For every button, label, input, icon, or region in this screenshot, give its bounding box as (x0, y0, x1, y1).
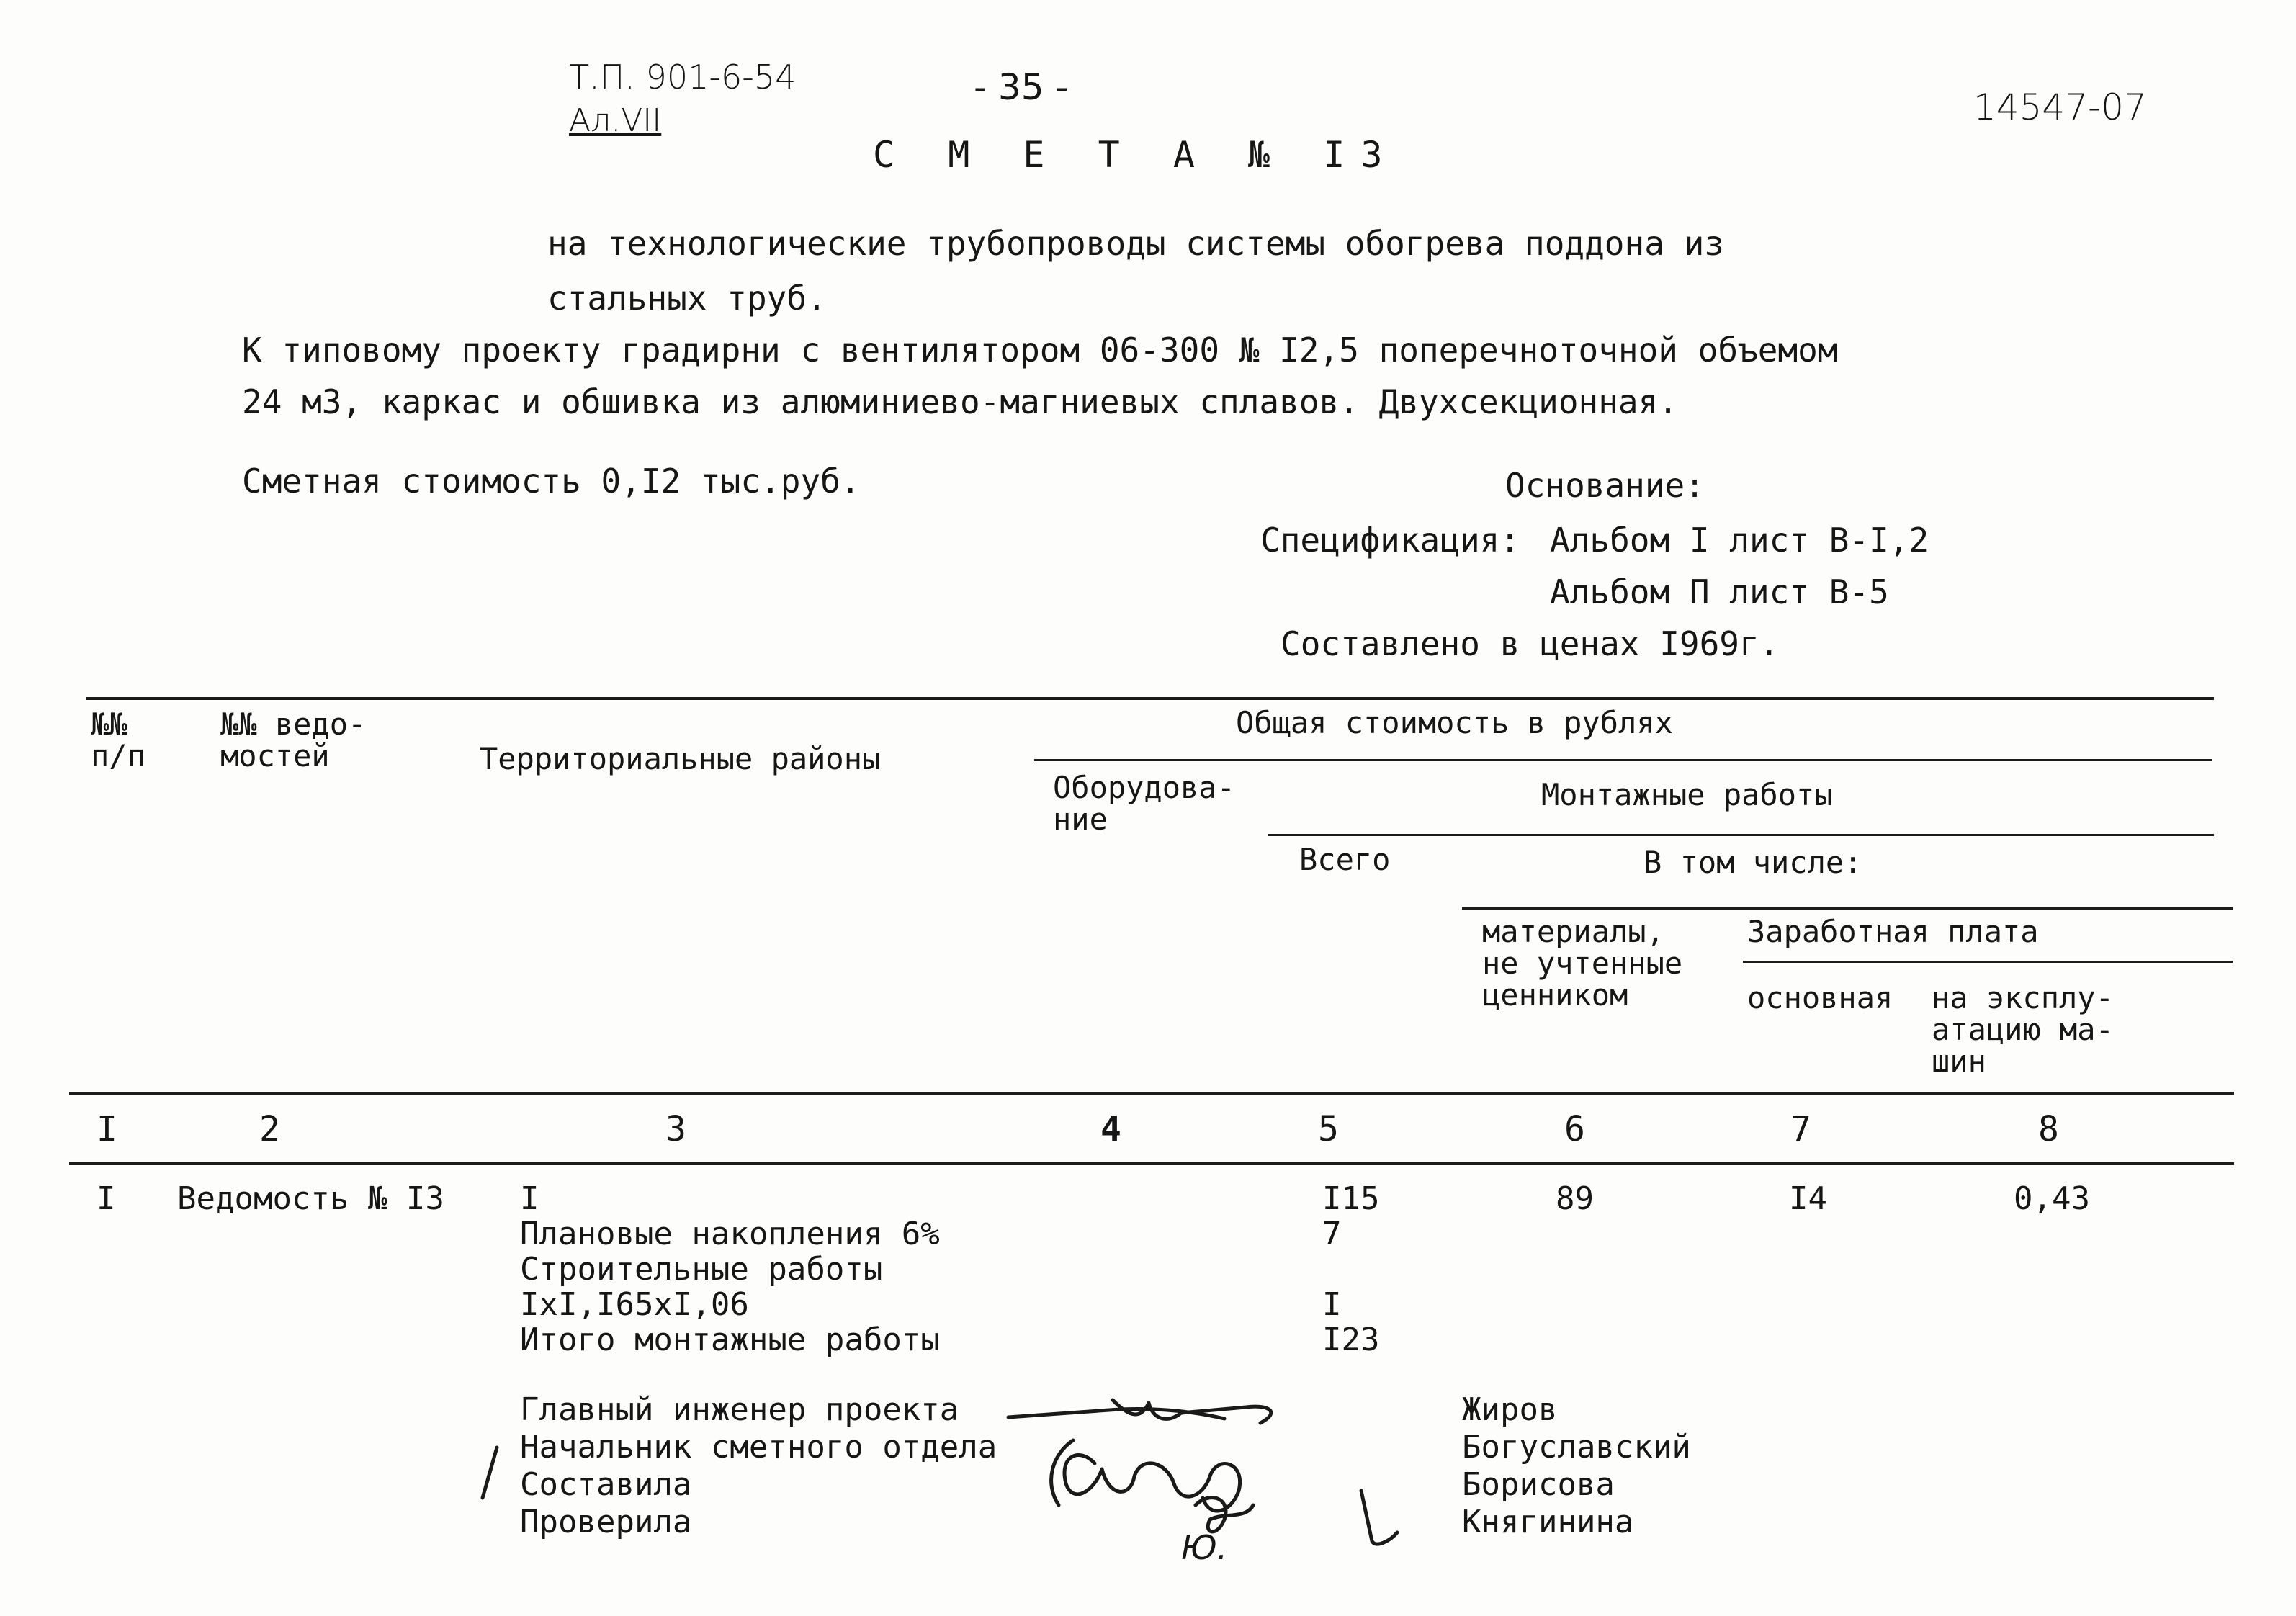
archive-number: 14547-07 (1973, 86, 2147, 128)
row-number: I (97, 1180, 116, 1217)
row-total-values: I15 7 I I23 (1322, 1180, 1380, 1358)
row-machines: 0,43 (2014, 1180, 2090, 1217)
colnum-8: 8 (2038, 1109, 2059, 1149)
doc-code: Т.П. 901-6-54 (569, 58, 797, 96)
header-total: Всего (1299, 842, 1391, 877)
row-basic-wages: I4 (1789, 1180, 1827, 1217)
colnum-6: 6 (1564, 1109, 1585, 1149)
header-machines: на эксплу- атацию ма- шин (1932, 980, 2114, 1079)
header-total-cost: Общая стоимость в рублях (1236, 705, 1673, 740)
table-top-rule (86, 697, 2214, 700)
rule-under-wages (1743, 961, 2233, 963)
row-statement: Ведомость № I3 (177, 1180, 444, 1217)
estimated-cost: Сметная стоимость 0,I2 тыс.руб. (242, 462, 861, 500)
signature-names: Жиров Богуславский Борисова Княгинина (1462, 1391, 1691, 1540)
header-regions: Территориальные районы (480, 741, 881, 776)
header-row-number: №№ п/п (91, 706, 145, 773)
rule-under-installation (1268, 834, 2214, 836)
colnum-5: 5 (1318, 1109, 1339, 1149)
colnum-4: 4 (1100, 1109, 1121, 1149)
intro-line-4: 24 м3, каркас и обшивка из алюминиево-магниевых сплавов. Двухсекционная. (242, 382, 1678, 421)
spec-album-1: Альбом I лист В-I,2 (1550, 521, 1929, 560)
row-regions: I Плановые накопления 6% Строительные работы IxI,I65xI,06 Итого монтажные работы (520, 1180, 940, 1358)
handwritten-signatures (461, 1397, 1412, 1563)
header-wages: Заработная плата (1747, 914, 2039, 949)
header-installation: Монтажные работы (1541, 777, 1833, 812)
page-number: - 35 - (974, 66, 1069, 108)
signature-roles: Главный инженер проекта Начальник сметного отдела Составила Проверила (520, 1391, 997, 1540)
colnum-7: 7 (1790, 1109, 1811, 1149)
row-materials: 89 (1556, 1180, 1594, 1217)
header-bottom-rule (69, 1092, 2234, 1095)
colnum-1: I (97, 1109, 117, 1149)
header-statement-number: №№ ведо- мостей (220, 706, 367, 773)
rule-under-group (1034, 759, 2212, 761)
header-basic-wages: основная (1747, 980, 1893, 1015)
intro-line-1: на технологические трубопроводы системы обогрева поддона из (547, 224, 1724, 263)
basis-label: Основание: (1505, 466, 1705, 505)
header-materials: материалы, не учтенные ценником (1482, 914, 1683, 1013)
header-including: В том числе: (1643, 845, 1862, 880)
column-numbers-rule (69, 1162, 2234, 1165)
intro-line-3: К типовому проекту градирни с вентилятором 06-300 № I2,5 поперечноточной объемом (242, 331, 1838, 369)
spec-label: Спецификация: (1260, 521, 1520, 560)
handwritten-initials: Ю. (1181, 1528, 1228, 1567)
prices-year: Составлено в ценах I969г. (1281, 624, 1780, 663)
intro-line-2: стальных труб. (547, 279, 827, 318)
colnum-3: 3 (665, 1109, 686, 1149)
album-code: Ал.VII (569, 102, 662, 139)
header-equipment: Оборудова- ние (1053, 770, 1235, 837)
spec-album-2: Альбом П лист В-5 (1550, 573, 1889, 611)
colnum-2: 2 (259, 1109, 280, 1149)
page-title: С М Е Т А № I3 (873, 134, 1399, 176)
rule-under-including (1462, 907, 2233, 910)
